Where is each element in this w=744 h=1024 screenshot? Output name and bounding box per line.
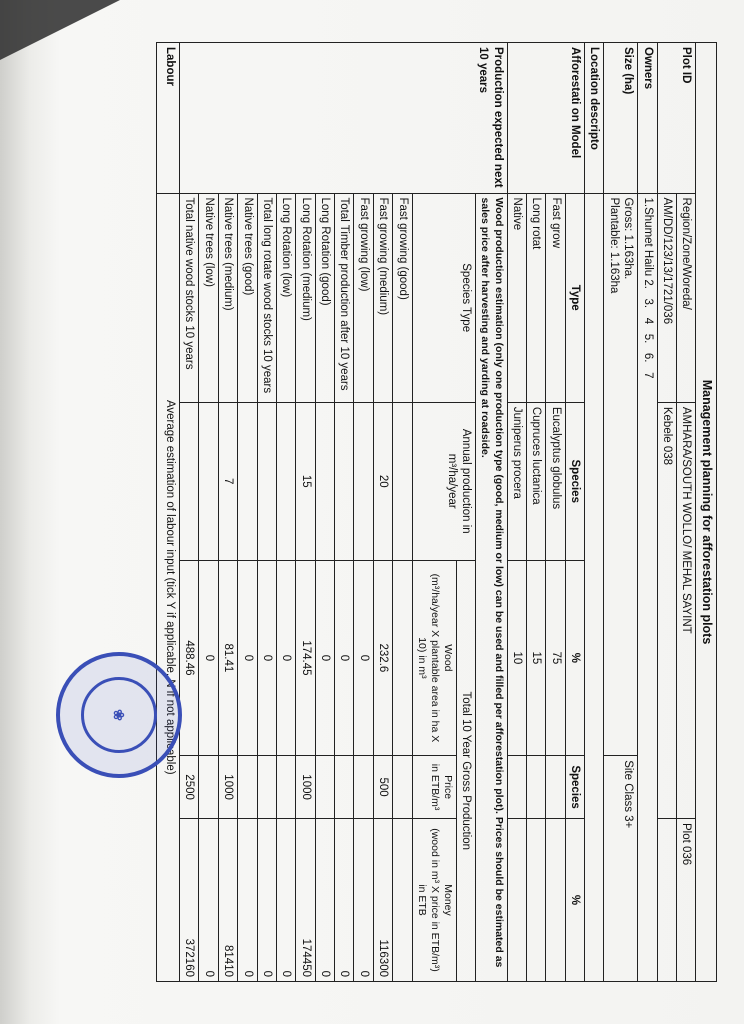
model-percent: 75 [546,560,565,756]
region-label: Region/Zone/Woreda/ [677,193,696,402]
location-label: Location descripto [585,43,604,194]
owners-label: Owners [638,43,657,194]
region-value: AMHARA/SOUTH WOLLO/ MEHAL SAYINT [677,402,696,818]
prod-type: Long Rotation (medium) [296,193,315,402]
prod-annual [199,402,218,560]
prod-money: 174450 [296,818,315,981]
model-percent: 15 [527,560,546,756]
prod-price: 500 [373,756,392,819]
owner-7: 7 [641,372,654,379]
prod-annual: 15 [296,402,315,560]
prod-price [199,756,218,819]
prod-annual [257,402,276,560]
prod-type: Native trees (medium) [218,193,237,402]
prod-type: Fast growing (low) [354,193,373,402]
prod-type: Long Rotation (good) [315,193,334,402]
model-header-type: Type [565,193,584,402]
wood-desc: (m³/ha/year X plantable area in ha X 10) in m³ [415,573,441,743]
site-class: Site Class 3+ [604,756,638,982]
owner-6: 6. [641,352,654,363]
prod-type: Total long rotate wood stocks 10 years [257,193,276,402]
prod-price: 1000 [296,756,315,819]
prod-wood: 0 [199,560,218,756]
prod-annual: 7 [218,402,237,560]
model-header-percent: % [565,560,584,756]
prod-price [257,756,276,819]
prod-price [238,756,257,819]
prod-price: 2500 [180,756,199,819]
location-value [585,193,604,981]
prod-annual [335,402,354,560]
prod-type: Fast growing (good) [393,193,412,402]
labour-note: Average estimation of labour input (tick Y if applicable, N if not applicable) [157,193,180,981]
plot-code: AM/DD/123/13/1721/036 [657,193,676,402]
prod-money: 0 [238,818,257,981]
model-header-percent-2: % [565,818,584,981]
prod-wood: 0 [335,560,354,756]
prod-money: 0 [354,818,373,981]
model-type: Long rotat [527,193,546,402]
model-percent: 10 [507,560,526,756]
prod-price [315,756,334,819]
prod-wood: 174.45 [296,560,315,756]
size-label: Size (ha) [604,43,638,194]
prod-money: 372160 [180,818,199,981]
prod-type: Total Timber production after 10 years [335,193,354,402]
prod-type: Native trees (good) [238,193,257,402]
annual-header: Annual production in m³/ha/year [412,402,476,560]
kebele: Kebele 038 [657,402,676,818]
prod-price [277,756,296,819]
model-species: Cupruces luctanica [527,402,546,560]
rotated-form [27,42,717,982]
management-plan-table [156,42,717,982]
model-header-species-2: Species [565,756,584,819]
prod-wood: 0 [315,560,334,756]
owner-4: 4 [641,317,654,325]
prod-wood: 0 [354,560,373,756]
owner-3: 3. [641,298,654,309]
prod-wood: 488.46 [180,560,199,756]
prod-wood: 232.6 [373,560,392,756]
prod-annual [277,402,296,560]
prod-price [354,756,373,819]
prod-annual [238,402,257,560]
owner-1: 1.Shumet Hailu 2. [641,197,654,289]
price-header: Price [442,775,454,800]
prod-price [335,756,354,819]
prod-price [393,756,412,819]
model-type: Native [507,193,526,402]
prod-wood [393,560,412,756]
stamp-emblem-icon: ❀ [81,677,157,753]
prod-wood: 81.41 [218,560,237,756]
size-plantable: Plantable: 1.163ha [607,197,620,294]
model-species: Juniperus procera [507,402,526,560]
prod-annual [354,402,373,560]
money-header: Money [442,884,454,916]
production-label: Production expected next 10 years [180,43,508,194]
prod-money: 0 [335,818,354,981]
prod-type: Total native wood stocks 10 years [180,193,199,402]
prod-money: 0 [315,818,334,981]
form-title: Management planning for afforestation plots [696,43,717,982]
model-header-species: Species [565,402,584,560]
prod-wood: 0 [257,560,276,756]
prod-type: Long Rotation (low) [277,193,296,402]
prod-type: Fast growing (medium) [373,193,392,402]
production-note: Wood production estimation (only one production type (good, medium or low) can be used and filled per afforestation plot). Prices should be estimated as sales price after harvesting and yarding at roadside. [476,193,507,981]
model-type: Fast grow [546,193,565,402]
prod-money: 116300 [373,818,392,981]
price-desc: in ETB/m³ [428,763,441,811]
total-header: Total 10 Year Gross Production [457,560,476,981]
official-stamp [56,652,182,778]
size-gross: Gross: 1.163ha. [622,197,635,280]
species-type-header: Species Type [412,193,476,402]
money-desc: (wood in m³ X price in ETB/m³) in ETB [415,828,441,972]
prod-money: 0 [277,818,296,981]
prod-price: 1000 [218,756,237,819]
prod-money: 81410 [218,818,237,981]
afforestation-label: Afforestati on Model [507,43,585,194]
prod-wood: 0 [277,560,296,756]
prod-money: 0 [199,818,218,981]
prod-annual [315,402,334,560]
labour-label: Labour [157,43,180,194]
plot-short: Plot 036 [677,818,696,981]
model-species: Eucalyptus globulus [546,402,565,560]
prod-money [393,818,412,981]
prod-wood: 0 [238,560,257,756]
prod-annual [393,402,412,560]
plot-id-label: Plot ID [657,43,696,194]
prod-type: Native trees (low) [199,193,218,402]
owner-5: 5. [641,333,654,344]
prod-annual: 20 [373,402,392,560]
prod-annual [180,402,199,560]
wood-header: Wood [442,644,454,672]
prod-money: 0 [257,818,276,981]
